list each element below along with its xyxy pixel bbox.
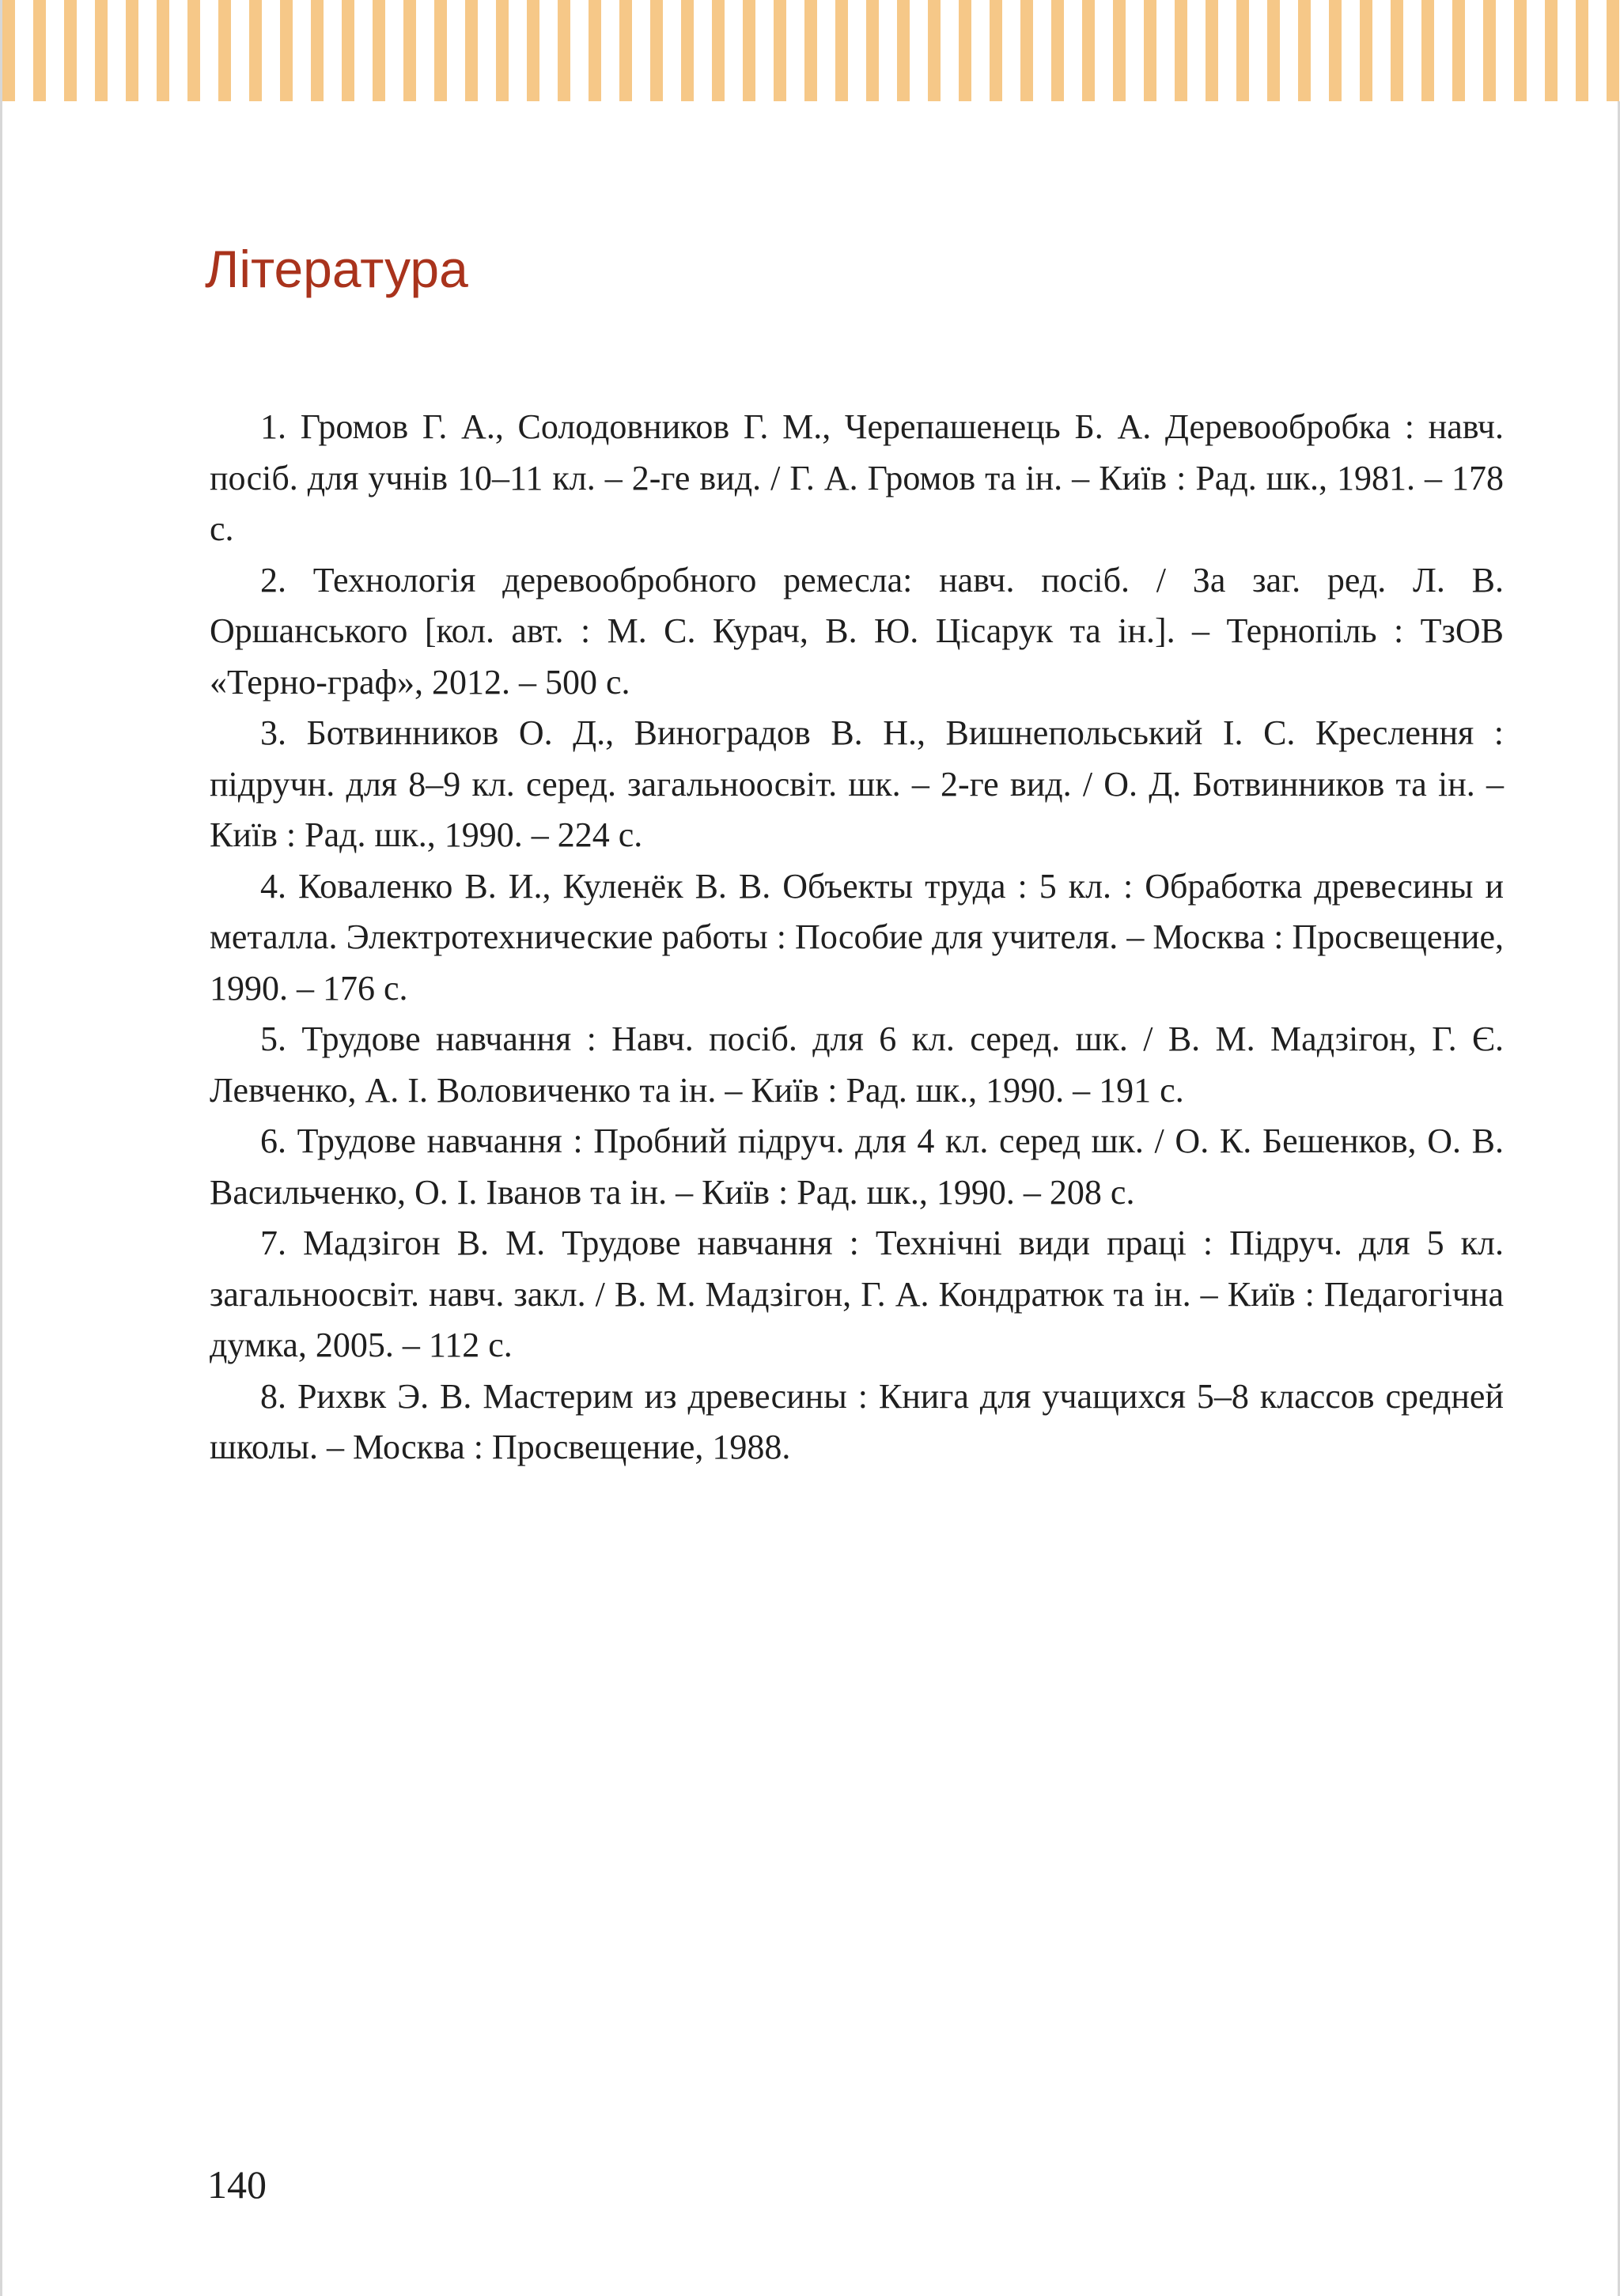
- page-number: 140: [207, 2162, 267, 2207]
- reference-list: [210, 402, 1504, 1473]
- reference-item-5: 5. Трудове навчання : Навч. посіб. для 6 кл. серед. шк. / В. М. Мадзігон, Г. Є. Левченко, А. І. Воловиченко та ін. – Київ : Рад. шк., 1990. – 191 с.: [210, 1019, 1504, 1110]
- reference-item-1: 1. Громов Г. А., Солодовников Г. М., Черепашенець Б. А. Деревообробка : навч. посіб. для учнів 10–11 кл. – 2-ге вид. / Г. А. Громов та ін. – Київ : Рад. шк., 1981. – 178 с.: [210, 407, 1504, 548]
- reference-item-7: 7. Мадзігон В. М. Трудове навчання : Технічні види праці : Підруч. для 5 кл. загальноосвіт. навч. закл. / В. М. Мадзігон, Г. А. Кондратюк та ін. – Київ : Педагогічна думка, 2005. – 112 с.: [210, 1224, 1504, 1364]
- decorative-top-stripes: [2, 0, 1620, 101]
- reference-item-3: 3. Ботвинников О. Д., Виноградов В. Н., Вишнепольський І. С. Креслення : підручн. для 8–9 кл. серед. загальноосвіт. шк. – 2-ге вид. / О. Д. Ботвинников та ін. – Київ : Рад. шк., 1990. – 224 с.: [210, 713, 1504, 854]
- reference-item-8: 8. Рихвк Э. В. Мастерим из древесины : Книга для учащихся 5–8 классов средней школы. – Москва : Просвещение, 1988.: [210, 1376, 1504, 1466]
- reference-item-2: 2. Технологія деревообробного ремесла: навч. посіб. / За заг. ред. Л. В. Оршанського [кол. авт. : М. С. Курач, В. Ю. Цісарук та ін.]. – Тернопіль : ТзОВ «Терно-граф», 2012. – 500 с.: [210, 560, 1504, 702]
- reference-item-6: 6. Трудове навчання : Пробний підруч. для 4 кл. серед шк. / О. К. Бешенков, О. В. Васильченко, О. І. Іванов та ін. – Київ : Рад. шк., 1990. – 208 с.: [210, 1122, 1504, 1212]
- reference-item-4: 4. Коваленко В. И., Куленёк В. В. Объекты труда : 5 кл. : Обработка древесины и металла. Электротехнические работы : Пособие для учителя. – Москва : Просвещение, 1990. – 176 с.: [210, 866, 1504, 1008]
- page-title: Література: [205, 240, 468, 298]
